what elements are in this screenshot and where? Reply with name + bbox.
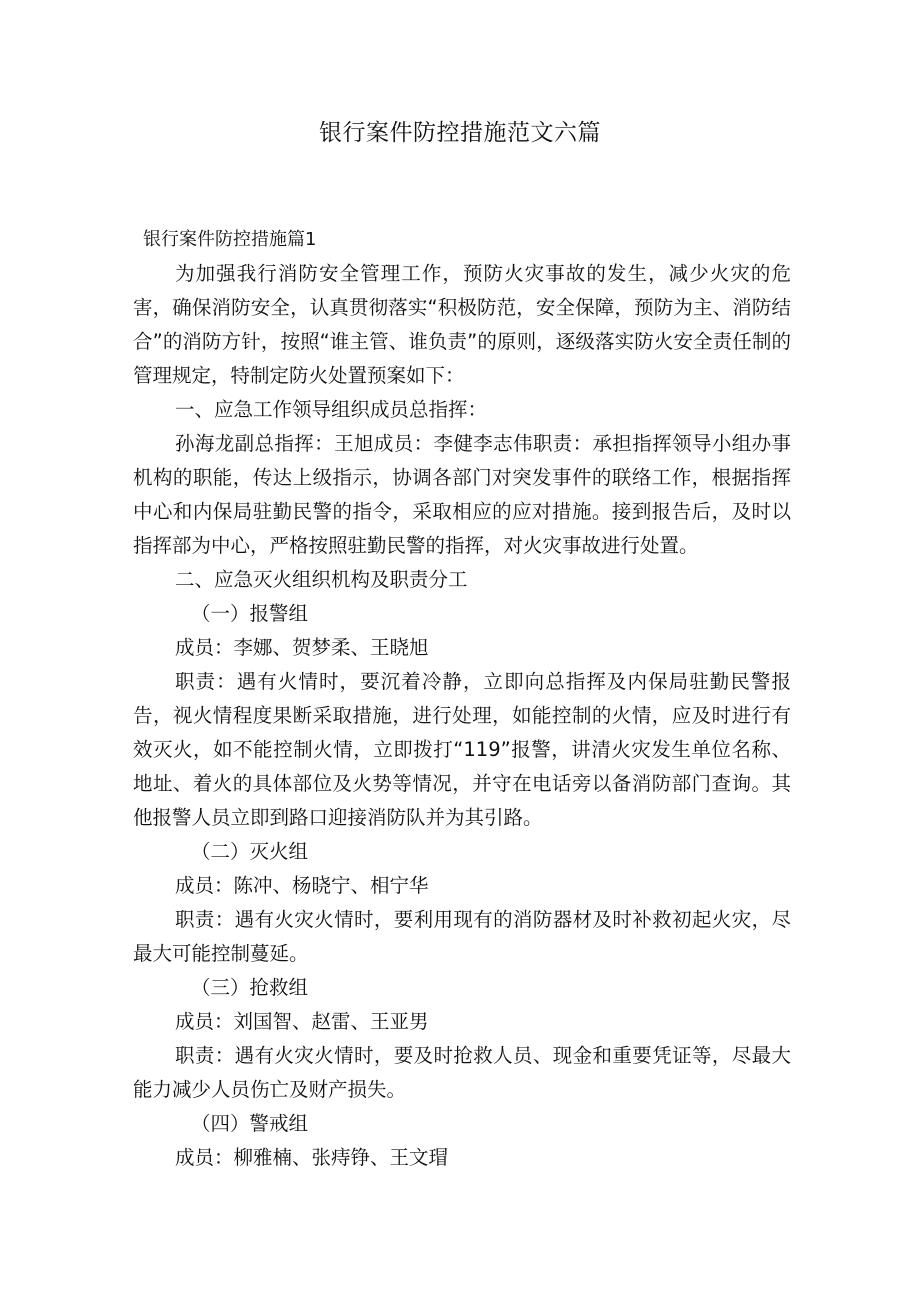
paragraph: 一、应急工作领导组织成员总指挥： [175,398,488,421]
subsection-heading: （二）灭火组 [191,840,309,863]
document-body [133,223,791,1175]
paragraph: 成员：刘国智、赵雷、王亚男 [175,1010,429,1033]
paragraph: 职责：遇有火灾火情时，要利用现有的消防器材及时补救初起火灾，尽最大可能控制蔓延。 [133,908,791,965]
paragraph: 为加强我行消防安全管理工作，预防火灾事故的发生，减少火灾的危害，确保消防安全，认真贯彻落实“积极防范，安全保障，预防为主、消防结合”的消防方针，按照“谁主管、谁负责”的原则，逐级落实防火安全责任制的管理规定，特制定防火处置预案如下： [133,262,791,387]
paragraph: 职责：遇有火情时，要沉着冷静，立即向总指挥及内保局驻勤民警报告，视火情程度果断采取措施，进行处理，如能控制的火情，应及时进行有效灭火，如不能控制火情，立即拨打“119”报警，讲清火灾发生单位名称、地址、着火的具体部位及火势等情况，并守在电话旁以备消防部门查询。其他报警人员立即到路口迎接消防队并为其引路。 [133,670,791,829]
document-title: 银行案件防控措施范文六篇 [319,120,601,146]
subsection-heading: （一）报警组 [191,602,309,625]
paragraph: 成员：陈冲、杨晓宁、相宁华 [175,874,429,897]
paragraph: 成员：柳雅楠、张痔铮、王文瑁 [175,1146,449,1169]
section-heading: 银行案件防控措施篇1 [143,229,317,250]
subsection-heading: （四）警戒组 [191,1112,309,1135]
paragraph: 二、应急灭火组织机构及职责分工 [175,568,468,591]
paragraph-list [133,257,791,1175]
paragraph: 职责：遇有火灾火情时，要及时抢救人员、现金和重要凭证等，尽最大能力减少人员伤亡及财产损失。 [133,1044,791,1101]
paragraph: 孙海龙副总指挥：王旭成员：李健李志伟职责：承担指挥领导小组办事机构的职能，传达上级指示，协调各部门对突发事件的联络工作，根据指挥中心和内保局驻勤民警的指令，采取相应的应对措施。接到报告后，及时以指挥部为中心，严格按照驻勤民警的指挥，对火灾事故进行处置。 [133,432,791,557]
paragraph: 成员：李娜、贺梦柔、王晓旭 [175,636,429,659]
subsection-heading: （三）抢救组 [191,976,309,999]
